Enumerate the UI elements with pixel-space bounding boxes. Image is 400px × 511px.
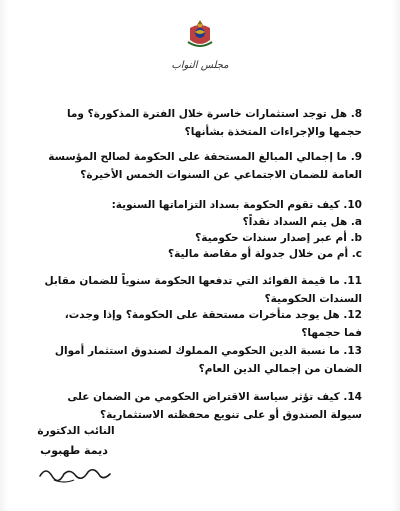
question-number: 12. bbox=[343, 309, 362, 321]
question-10 bbox=[44, 196, 362, 214]
question-text: ما قيمة الفوائد التي تدفعها الحكومة سنوياً للضمان مقابل السندات الحكومية؟ bbox=[44, 275, 362, 305]
question-number: 14. bbox=[343, 391, 362, 403]
jordan-coat-of-arms-icon bbox=[183, 18, 217, 52]
sub-item: b. أم عبر إصدار سندات حكومية؟ bbox=[195, 232, 362, 244]
question-number: 8. bbox=[350, 108, 362, 120]
question-text: ما نسبة الدين الحكومي المملوك لصندوق استثمار أموال الضمان من إجمالي الدين العام؟ bbox=[54, 345, 362, 375]
chamber-name: مجلس النواب bbox=[171, 60, 229, 71]
question-13 bbox=[44, 342, 362, 378]
question-10-options bbox=[44, 214, 362, 262]
question-8 bbox=[44, 105, 362, 141]
question-number: 13. bbox=[343, 345, 362, 357]
question-11 bbox=[44, 272, 362, 308]
question-text: كيف تقوم الحكومة بسداد التزاماتها السنوية: bbox=[111, 199, 340, 211]
sub-item: a. هل يتم السداد نقداً؟ bbox=[242, 216, 362, 228]
signature-name: ديمة طهبوب bbox=[40, 444, 108, 457]
question-number: 9. bbox=[350, 151, 362, 163]
question-14 bbox=[44, 388, 362, 424]
question-number: 11. bbox=[343, 275, 362, 287]
handwritten-signature bbox=[34, 462, 114, 486]
question-text: هل يوجد متأخرات مستحقة على الحكومة؟ وإذا وجدت، فما حجمها؟ bbox=[64, 309, 362, 339]
question-12 bbox=[44, 306, 362, 342]
question-text: كيف تؤثر سياسة الاقتراض الحكومي من الضمان على سيولة الصندوق أو على تنويع محفظته الاستثمارية؟ bbox=[67, 391, 362, 421]
question-text: هل توجد استثمارات خاسرة خلال الفترة المذكورة؟ وما حجمها والإجراءات المتخذة بشأنها؟ bbox=[66, 108, 362, 138]
question-text: ما إجمالي المبالغ المستحقة على الحكومة لصالح المؤسسة العامة للضمان الاجتماعي عن السنوات الخمس الأخيرة؟ bbox=[48, 151, 362, 181]
sub-item: c. أم من خلال جدولة أو مقاصة مالية؟ bbox=[168, 248, 362, 260]
signature-title: النائب الدكتورة bbox=[37, 425, 115, 437]
question-9 bbox=[44, 148, 362, 184]
question-number: 10. bbox=[343, 199, 362, 211]
